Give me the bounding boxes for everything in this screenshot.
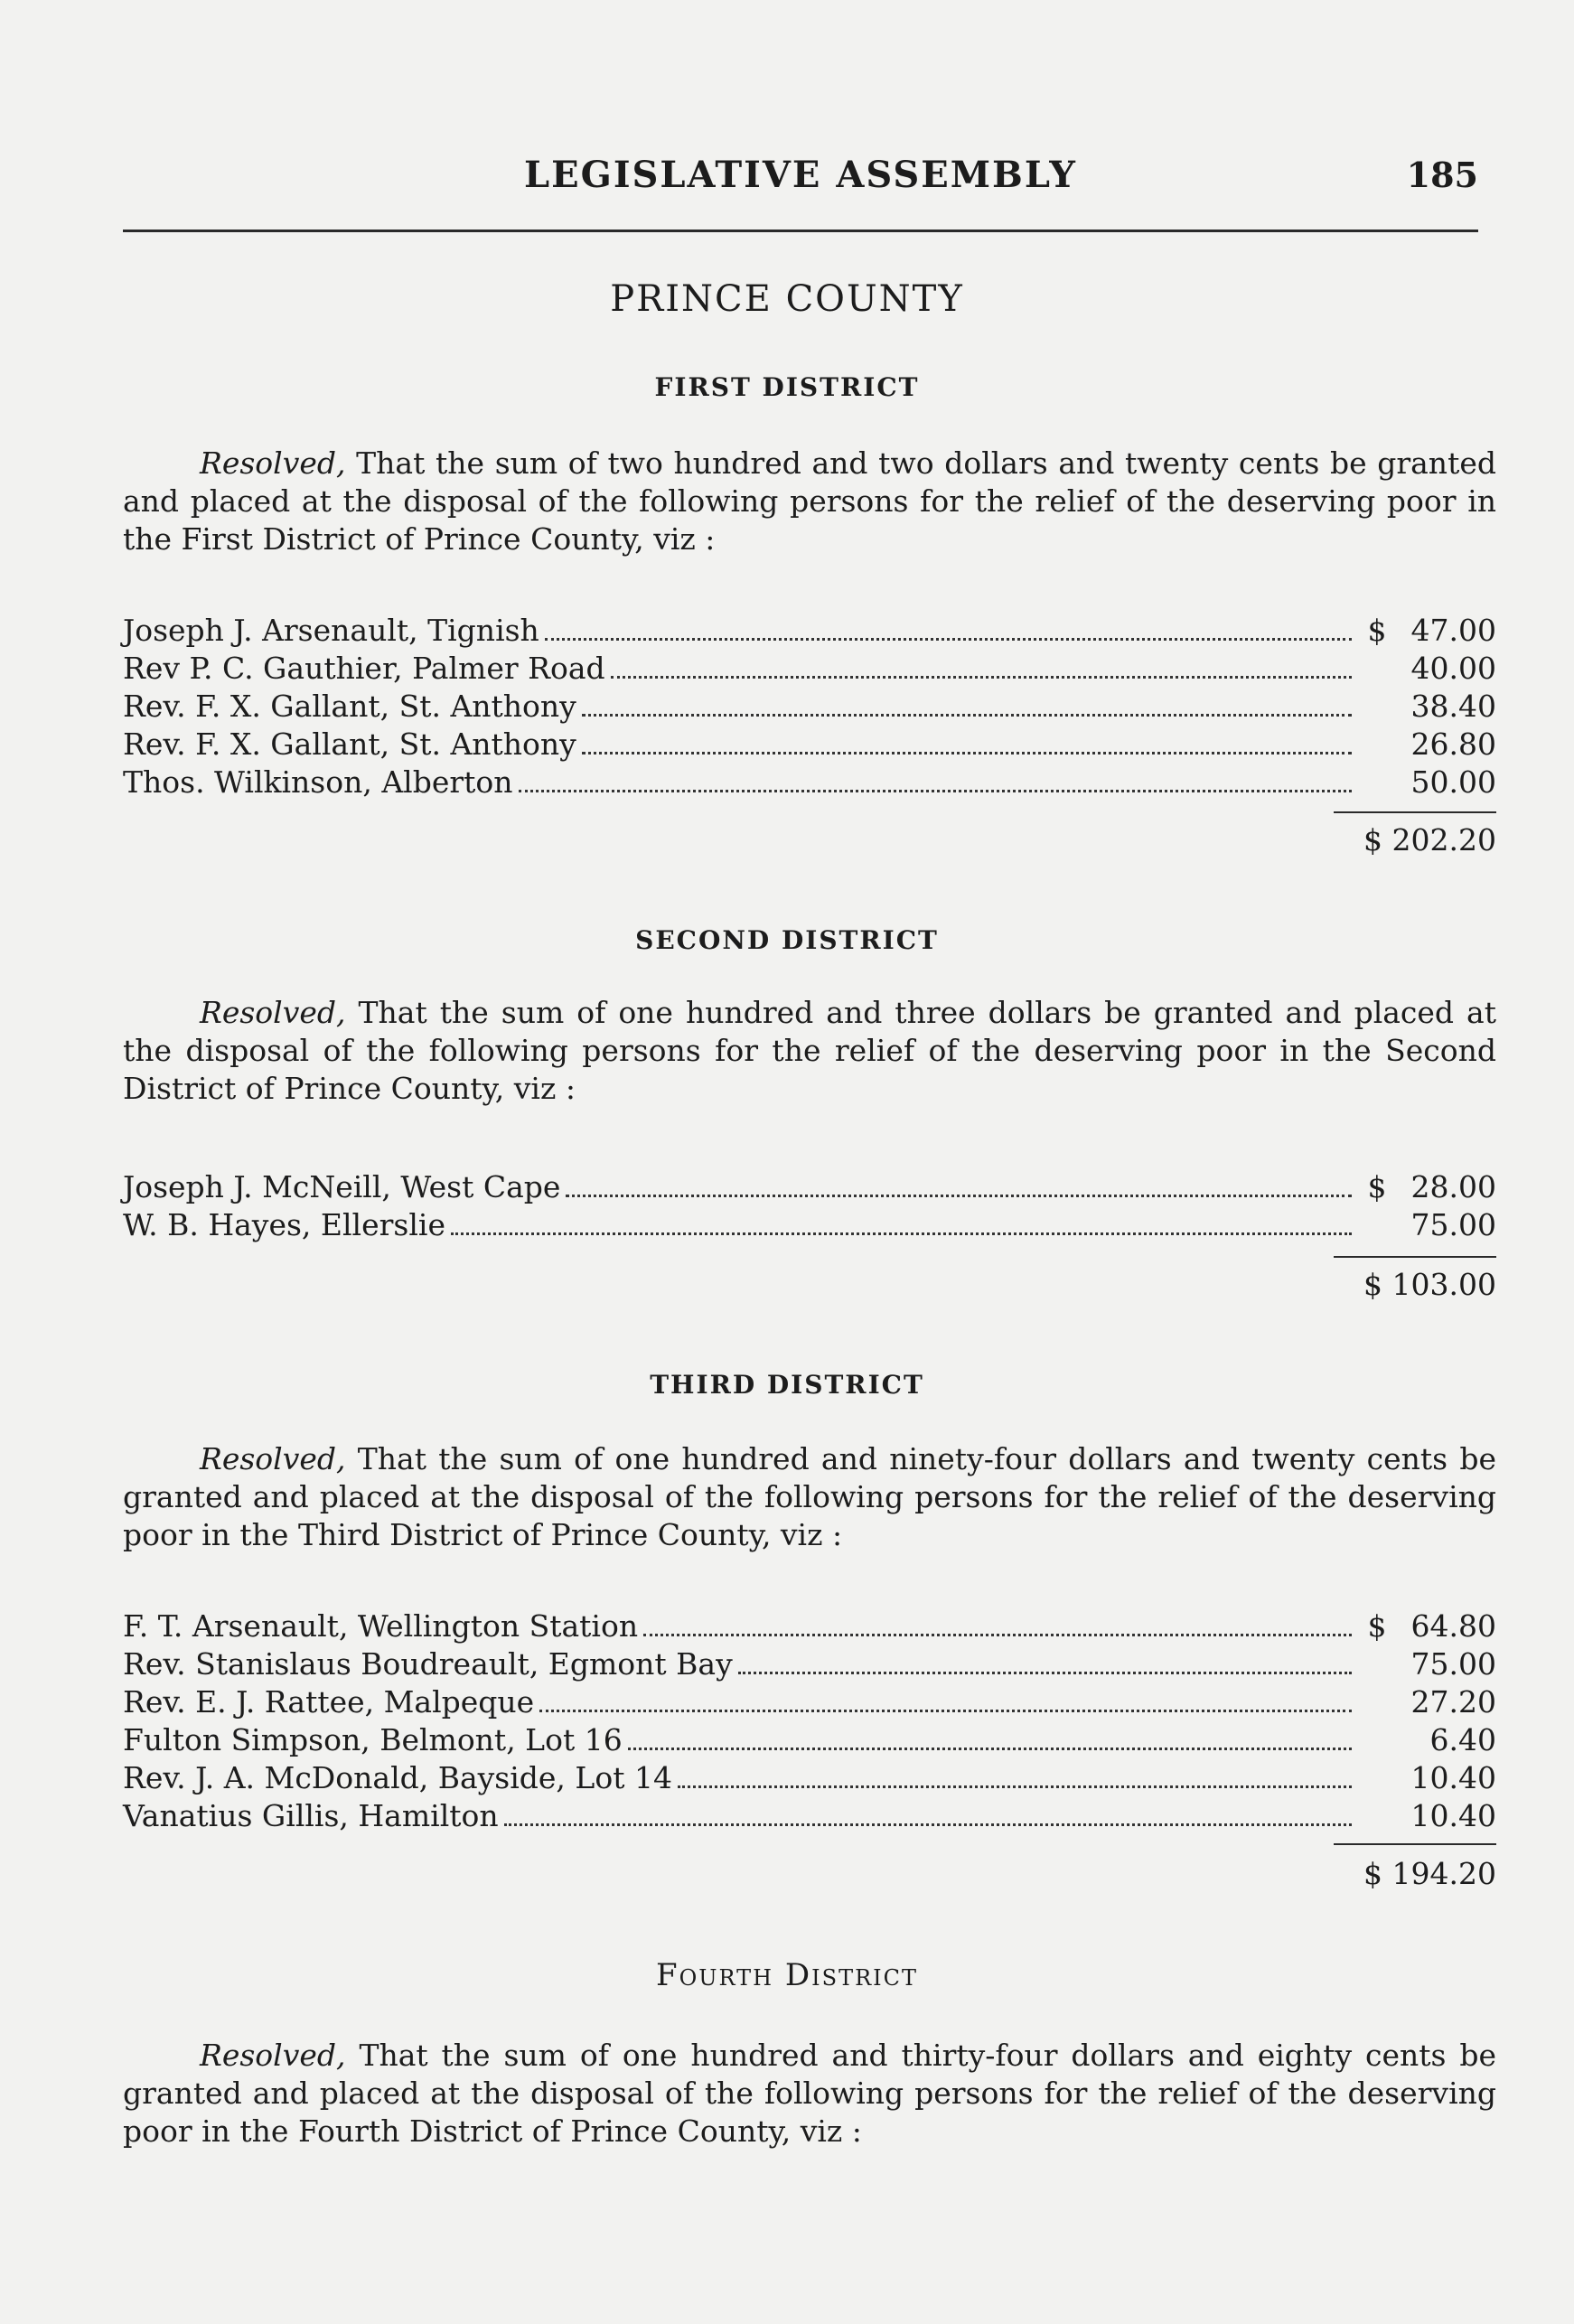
- list-item: F. T. Arsenault, Wellington Station $ 64.80: [123, 1608, 1496, 1644]
- list-item: Joseph J. Arsenault, Tignish $ 47.00: [123, 613, 1496, 648]
- page-header: [123, 154, 1478, 196]
- resolved-word: Resolved,: [200, 1441, 346, 1476]
- second-district-heading: SECOND DISTRICT: [635, 925, 939, 955]
- list-item: Rev. Stanislaus Boudreault, Egmont Bay 75.00: [123, 1646, 1496, 1682]
- first-district-resolution: [123, 445, 1496, 558]
- first-district-heading: FIRST DISTRICT: [654, 372, 920, 402]
- third-district-resolution: [123, 1440, 1496, 1554]
- list-item: Joseph J. McNeill, West Cape $ 28.00: [123, 1169, 1496, 1204]
- resolution-text: That the sum of one hundred and thirty-four dollars and eighty cents be granted and placed at the disposal of the following persons for the relief of the deserving poor in the Fourth District of Prince County, viz :: [123, 2038, 1496, 2149]
- third-district-heading: THIRD DISTRICT: [650, 1370, 924, 1400]
- list-item: Fulton Simpson, Belmont, Lot 16 6.40: [123, 1722, 1496, 1757]
- header-rule: [123, 230, 1478, 232]
- resolved-word: Resolved,: [200, 2038, 346, 2073]
- third-district-list: [123, 1608, 1496, 1836]
- list-item: Vanatius Gillis, Hamilton 10.40: [123, 1798, 1496, 1833]
- list-item: W. B. Hayes, Ellerslie 75.00: [123, 1207, 1496, 1242]
- county-heading: PRINCE COUNTY: [610, 278, 964, 320]
- first-district-total: $ 202.20: [1363, 822, 1496, 857]
- list-item: Rev P. C. Gauthier, Palmer Road 40.00: [123, 651, 1496, 686]
- resolved-word: Resolved,: [200, 995, 346, 1030]
- fourth-district-resolution: [123, 2037, 1496, 2151]
- list-item: Thos. Wilkinson, Alberton 50.00: [123, 764, 1496, 800]
- resolved-word: Resolved,: [200, 445, 346, 481]
- resolution-text: That the sum of two hundred and two dollars and twenty cents be granted and placed at the disposal of the following persons for the relief of the deserving poor in the First District of Prince County, viz :: [123, 445, 1496, 557]
- list-item: Rev. F. X. Gallant, St. Anthony 26.80: [123, 726, 1496, 762]
- resolution-text: That the sum of one hundred and ninety-four dollars and twenty cents be granted and placed at the disposal of the following persons for the relief of the deserving poor in the Third District of Prince County, viz :: [123, 1441, 1496, 1552]
- page-number: 185: [1406, 155, 1478, 195]
- total-rule: [1334, 1256, 1496, 1258]
- list-item: Rev. F. X. Gallant, St. Anthony 38.40: [123, 689, 1496, 724]
- running-title: LEGISLATIVE ASSEMBLY: [524, 154, 1077, 196]
- resolution-text: That the sum of one hundred and three dollars be granted and placed at the disposal of the following persons for the relief of the deserving poor in the Second District of Prince County, viz :: [123, 995, 1496, 1106]
- total-rule: [1334, 811, 1496, 813]
- second-district-resolution: [123, 994, 1496, 1108]
- second-district-list: [123, 1169, 1496, 1245]
- first-district-list: [123, 613, 1496, 802]
- third-district-total: $ 194.20: [1363, 1856, 1496, 1891]
- total-rule: [1334, 1843, 1496, 1845]
- fourth-district-heading: Fourth District: [656, 1957, 918, 1993]
- second-district-total: $ 103.00: [1363, 1267, 1496, 1302]
- list-item: Rev. E. J. Rattee, Malpeque 27.20: [123, 1684, 1496, 1720]
- list-item: Rev. J. A. McDonald, Bayside, Lot 14 10.40: [123, 1760, 1496, 1795]
